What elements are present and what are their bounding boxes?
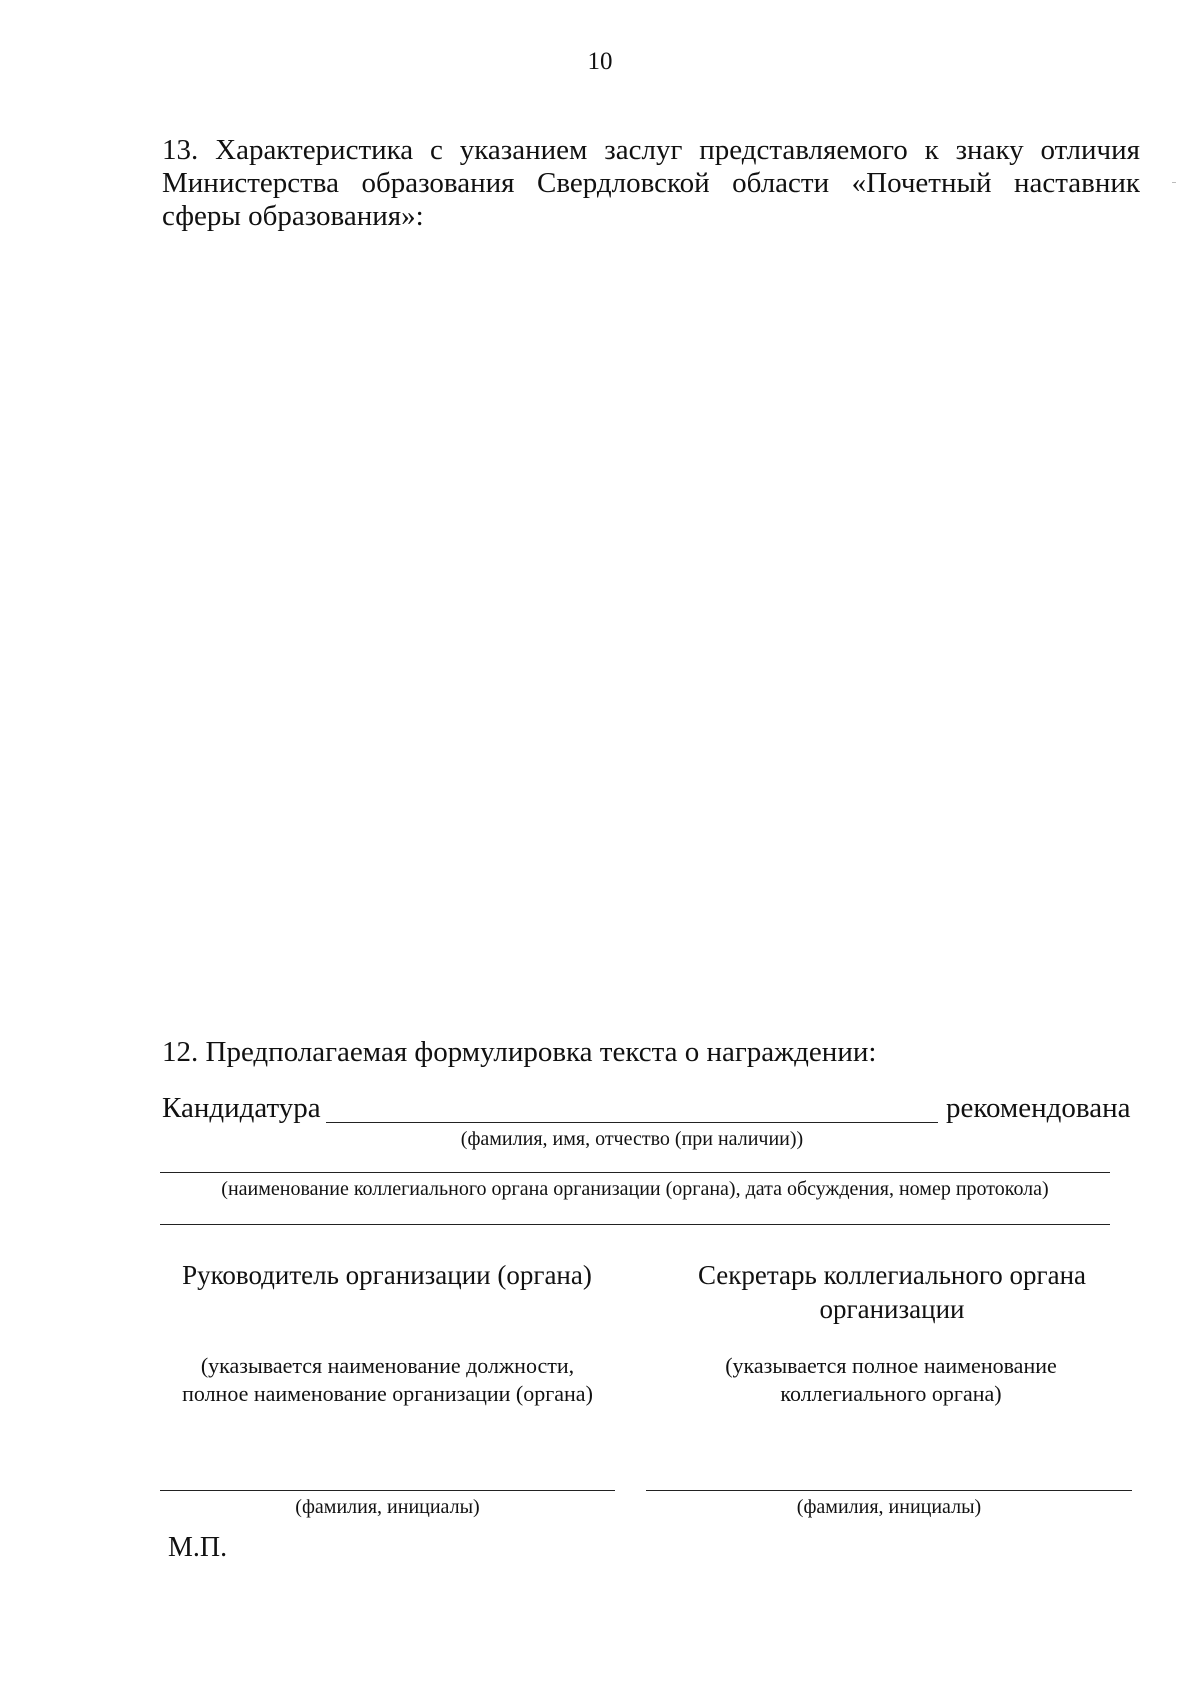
collegial-body-line-2: [160, 1224, 1110, 1225]
left-signature-caption: (фамилия, инициалы): [295, 1496, 480, 1518]
page-number: 10: [587, 48, 613, 75]
scan-speck: [1172, 182, 1176, 183]
right-signature-caption: (фамилия, инициалы): [796, 1496, 982, 1518]
candidate-label: Кандидатура: [162, 1092, 321, 1124]
recommended-label: рекомендована: [946, 1092, 1131, 1124]
left-signatory-note: (указывается наименование должности, полное наименование организации (органа): [182, 1353, 593, 1406]
right-signature-line: [646, 1490, 1132, 1491]
collegial-body-line: [160, 1172, 1110, 1173]
collegial-body-caption: (наименование коллегиального органа организации (органа), дата обсуждения, номер протокола): [221, 1178, 1049, 1200]
left-signature-line: [160, 1490, 615, 1491]
right-signatory-note: (указывается полное наименование коллегиального органа): [725, 1353, 1057, 1406]
candidate-name-caption: (фамилия, имя, отчество (при наличии)): [460, 1128, 804, 1150]
left-signatory-heading: Руководитель организации (органа): [182, 1260, 592, 1290]
right-signatory-heading: Секретарь коллегиального органа организации: [697, 1260, 1087, 1324]
section-13-paragraph: 13. Характеристика с указанием заслуг представляемого к знаку отличия Министерства образования Свердловской области «Почетный наставник сферы образования»:: [162, 134, 1140, 232]
candidate-name-line: [326, 1122, 938, 1123]
section-12-heading: 12. Предполагаемая формулировка текста о награждении:: [162, 1036, 877, 1068]
stamp-place: М.П.: [168, 1532, 228, 1563]
